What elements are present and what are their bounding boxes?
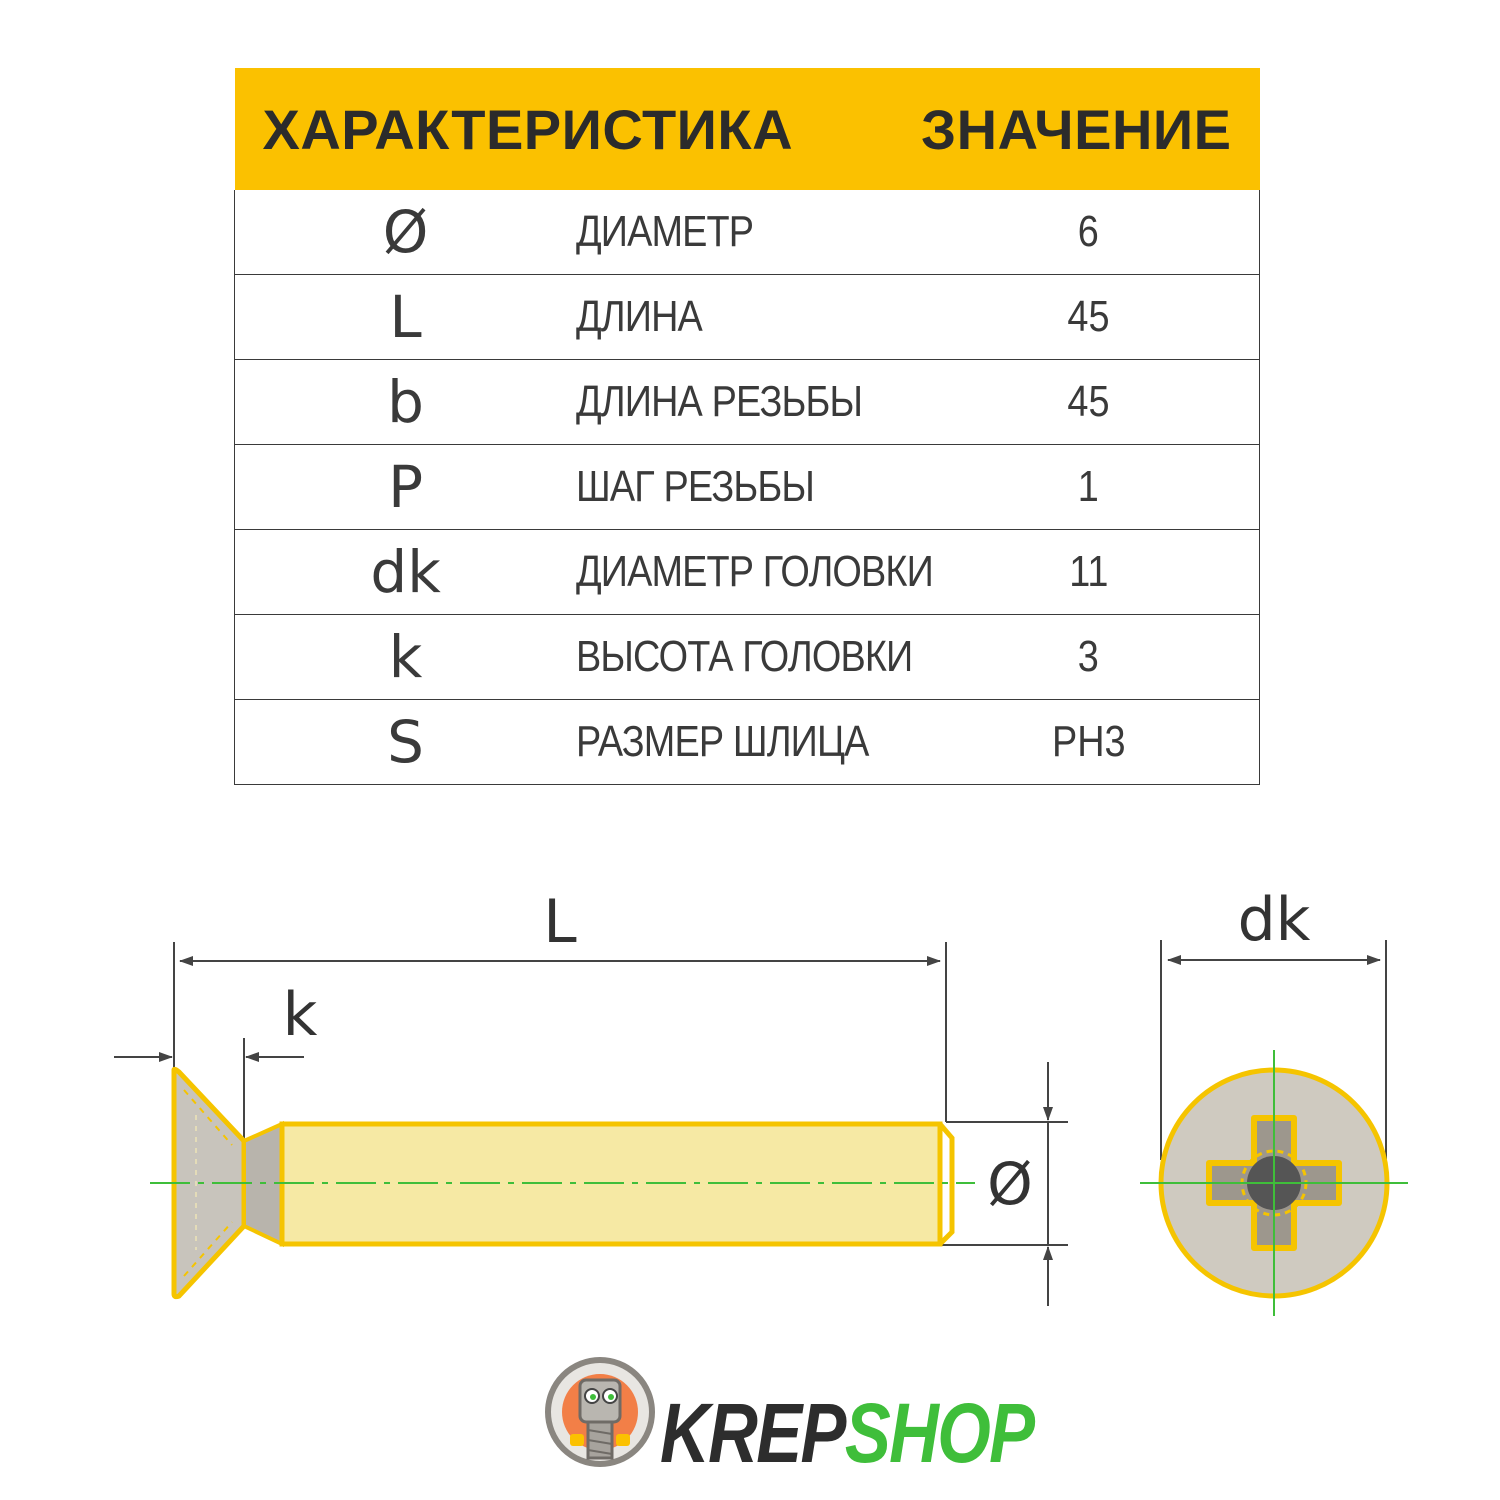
- table-row: [235, 445, 1260, 530]
- screw-diagram: [0, 860, 1500, 1340]
- row-name-cell: [576, 275, 918, 360]
- header-characteristic: ХАРАКТЕРИСТИКА: [235, 68, 918, 190]
- row-symbol: L: [235, 275, 577, 360]
- label-head-height: k: [282, 980, 318, 1050]
- table-row: [235, 530, 1260, 615]
- logo-shop: SHOP: [844, 1386, 1034, 1480]
- row-value-cell: [918, 275, 1260, 360]
- row-value: 1: [1077, 462, 1099, 511]
- row-name: ДЛИНА РЕЗЬБЫ: [576, 377, 863, 426]
- logo-wordmark: [660, 1385, 1033, 1482]
- row-name-cell: [576, 615, 918, 700]
- table-header-row: [235, 68, 1260, 190]
- row-value-cell: [918, 190, 1260, 275]
- row-name: ВЫСОТА ГОЛОВКИ: [576, 632, 913, 681]
- krepshop-logo-icon: [540, 1352, 660, 1472]
- row-value-cell: [918, 700, 1260, 785]
- row-value: 11: [1068, 547, 1109, 596]
- row-name-cell: [576, 190, 918, 275]
- row-name: ДИАМЕТР ГОЛОВКИ: [576, 547, 934, 596]
- label-diameter: Ø: [987, 1150, 1033, 1218]
- row-symbol: dk: [235, 530, 577, 615]
- diameter-dimension: [928, 1062, 1068, 1306]
- table-row: [235, 275, 1260, 360]
- row-name-cell: [576, 360, 918, 445]
- row-value-cell: [918, 615, 1260, 700]
- table-row: [235, 615, 1260, 700]
- table-row: [235, 700, 1260, 785]
- row-value: 45: [1067, 377, 1110, 426]
- screw-head-top-view: [1140, 1050, 1408, 1316]
- row-value-cell: [918, 360, 1260, 445]
- row-symbol: Ø: [235, 190, 577, 275]
- logo-krep: KREP: [660, 1386, 845, 1480]
- row-value: 6: [1077, 207, 1099, 256]
- row-name-cell: [576, 445, 918, 530]
- row-value: 45: [1067, 292, 1110, 341]
- header-value: ЗНАЧЕНИЕ: [918, 68, 1260, 190]
- row-name-cell: [576, 530, 934, 615]
- row-name: РАЗМЕР ШЛИЦА: [576, 717, 869, 766]
- row-symbol: k: [235, 615, 577, 700]
- row-value-cell: [918, 445, 1260, 530]
- row-symbol: P: [235, 445, 577, 530]
- table-row: [235, 360, 1260, 445]
- spec-table: [234, 68, 1260, 785]
- table-row: [235, 190, 1260, 275]
- row-name: ДИАМЕТР: [576, 207, 754, 256]
- row-value: 3: [1077, 632, 1099, 681]
- row-name: ШАГ РЕЗЬБЫ: [576, 462, 815, 511]
- row-name-cell: [576, 700, 918, 785]
- row-symbol: S: [235, 700, 577, 785]
- label-length: L: [543, 887, 577, 957]
- row-value-cell: [918, 530, 1260, 615]
- row-value: PH3: [1051, 717, 1126, 766]
- row-name: ДЛИНА: [576, 292, 703, 341]
- label-head-diameter: dk: [1237, 885, 1311, 955]
- row-symbol: b: [235, 360, 577, 445]
- screw-side-view: [150, 1069, 975, 1296]
